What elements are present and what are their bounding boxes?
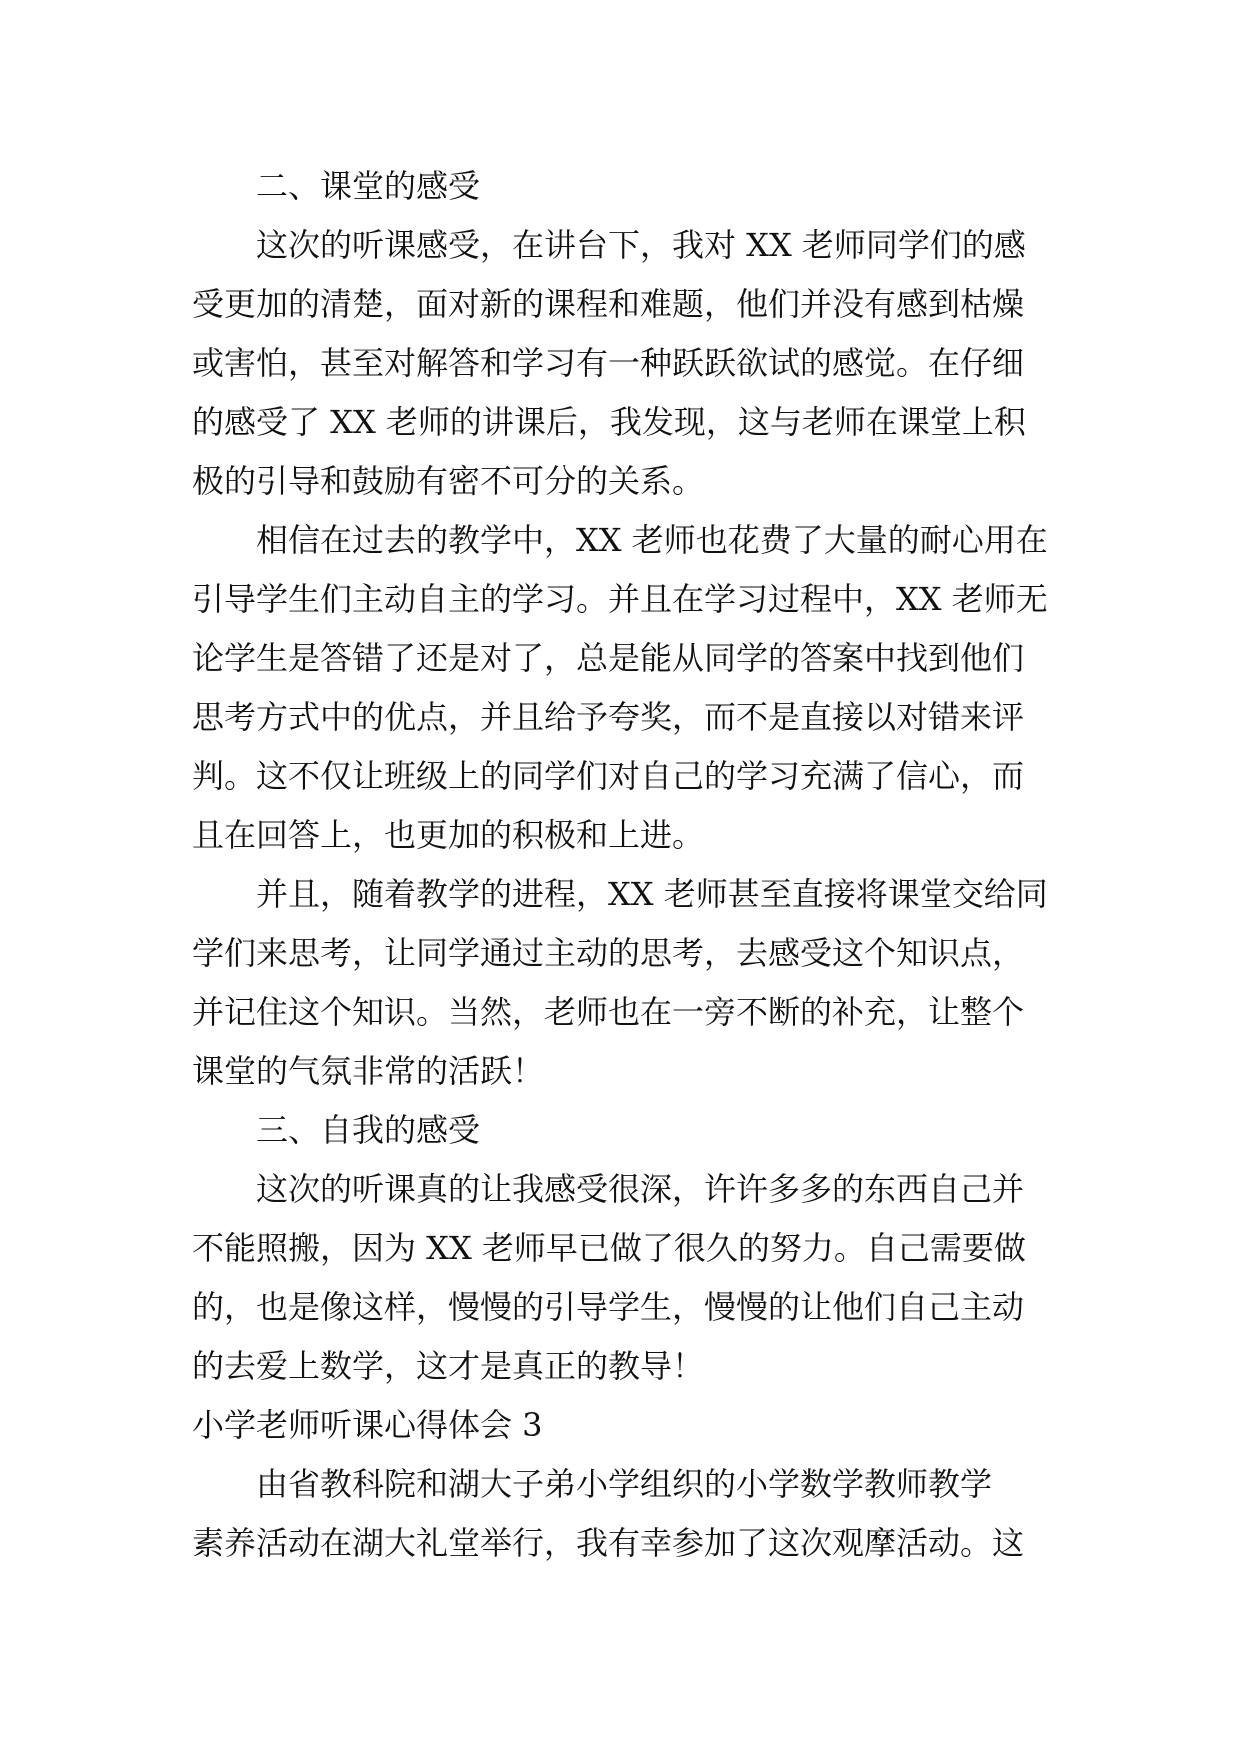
paragraph-line: 这次的听课真的让我感受很深，许许多多的东西自己并 [256,1170,1025,1208]
paragraph-line: 这次的听课感受，在讲台下，我对 XX 老师同学们的感 [256,226,1026,264]
paragraph-line: 的感受了 XX 老师的讲课后，我发现，这与老师在课堂上积 [192,403,1026,441]
section-heading: 三、自我的感受 [256,1111,481,1149]
paragraph-line: 课堂的气氛非常的活跃！ [192,1052,545,1090]
paragraph-line: 引导学生们主动自主的学习。并且在学习过程中，XX 老师无 [192,580,1048,618]
section-heading: 二、课堂的感受 [256,167,481,205]
paragraph-line: 由省教科院和湖大子弟小学组织的小学数学教师教学 [256,1465,993,1503]
paragraph-line: 或害怕，甚至对解答和学习有一种跃跃欲试的感觉。在仔细 [192,344,1025,382]
paragraph-line: 判。这不仅让班级上的同学们对自己的学习充满了信心，而 [192,757,1025,795]
article-title: 小学老师听课心得体会 3 [192,1406,543,1444]
paragraph-line: 的去爱上数学，这才是真正的教导！ [192,1347,705,1385]
paragraph-line: 的，也是像这样，慢慢的引导学生，慢慢的让他们自己主动 [192,1288,1025,1326]
paragraph-line: 不能照搬，因为 XX 老师早已做了很久的努力。自己需要做 [192,1229,1026,1267]
paragraph-line: 并且，随着教学的进程，XX 老师甚至直接将课堂交给同 [256,875,1048,913]
paragraph-line: 思考方式中的优点，并且给予夸奖，而不是直接以对错来评 [192,698,1025,736]
paragraph-line: 论学生是答错了还是对了，总是能从同学的答案中找到他们 [192,639,1025,677]
paragraph-line: 素养活动在湖大礼堂举行，我有幸参加了这次观摩活动。这 [192,1524,1025,1562]
paragraph-line: 学们来思考，让同学通过主动的思考，去感受这个知识点， [192,934,1025,972]
paragraph-line: 且在回答上，也更加的积极和上进。 [192,816,705,854]
paragraph-line: 极的引导和鼓励有密不可分的关系。 [192,462,705,500]
paragraph-line: 相信在过去的教学中，XX 老师也花费了大量的耐心用在 [256,521,1048,559]
paragraph-line: 并记住这个知识。当然，老师也在一旁不断的补充，让整个 [192,993,1025,1031]
paragraph-line: 受更加的清楚，面对新的课程和难题，他们并没有感到枯燥 [192,285,1025,323]
